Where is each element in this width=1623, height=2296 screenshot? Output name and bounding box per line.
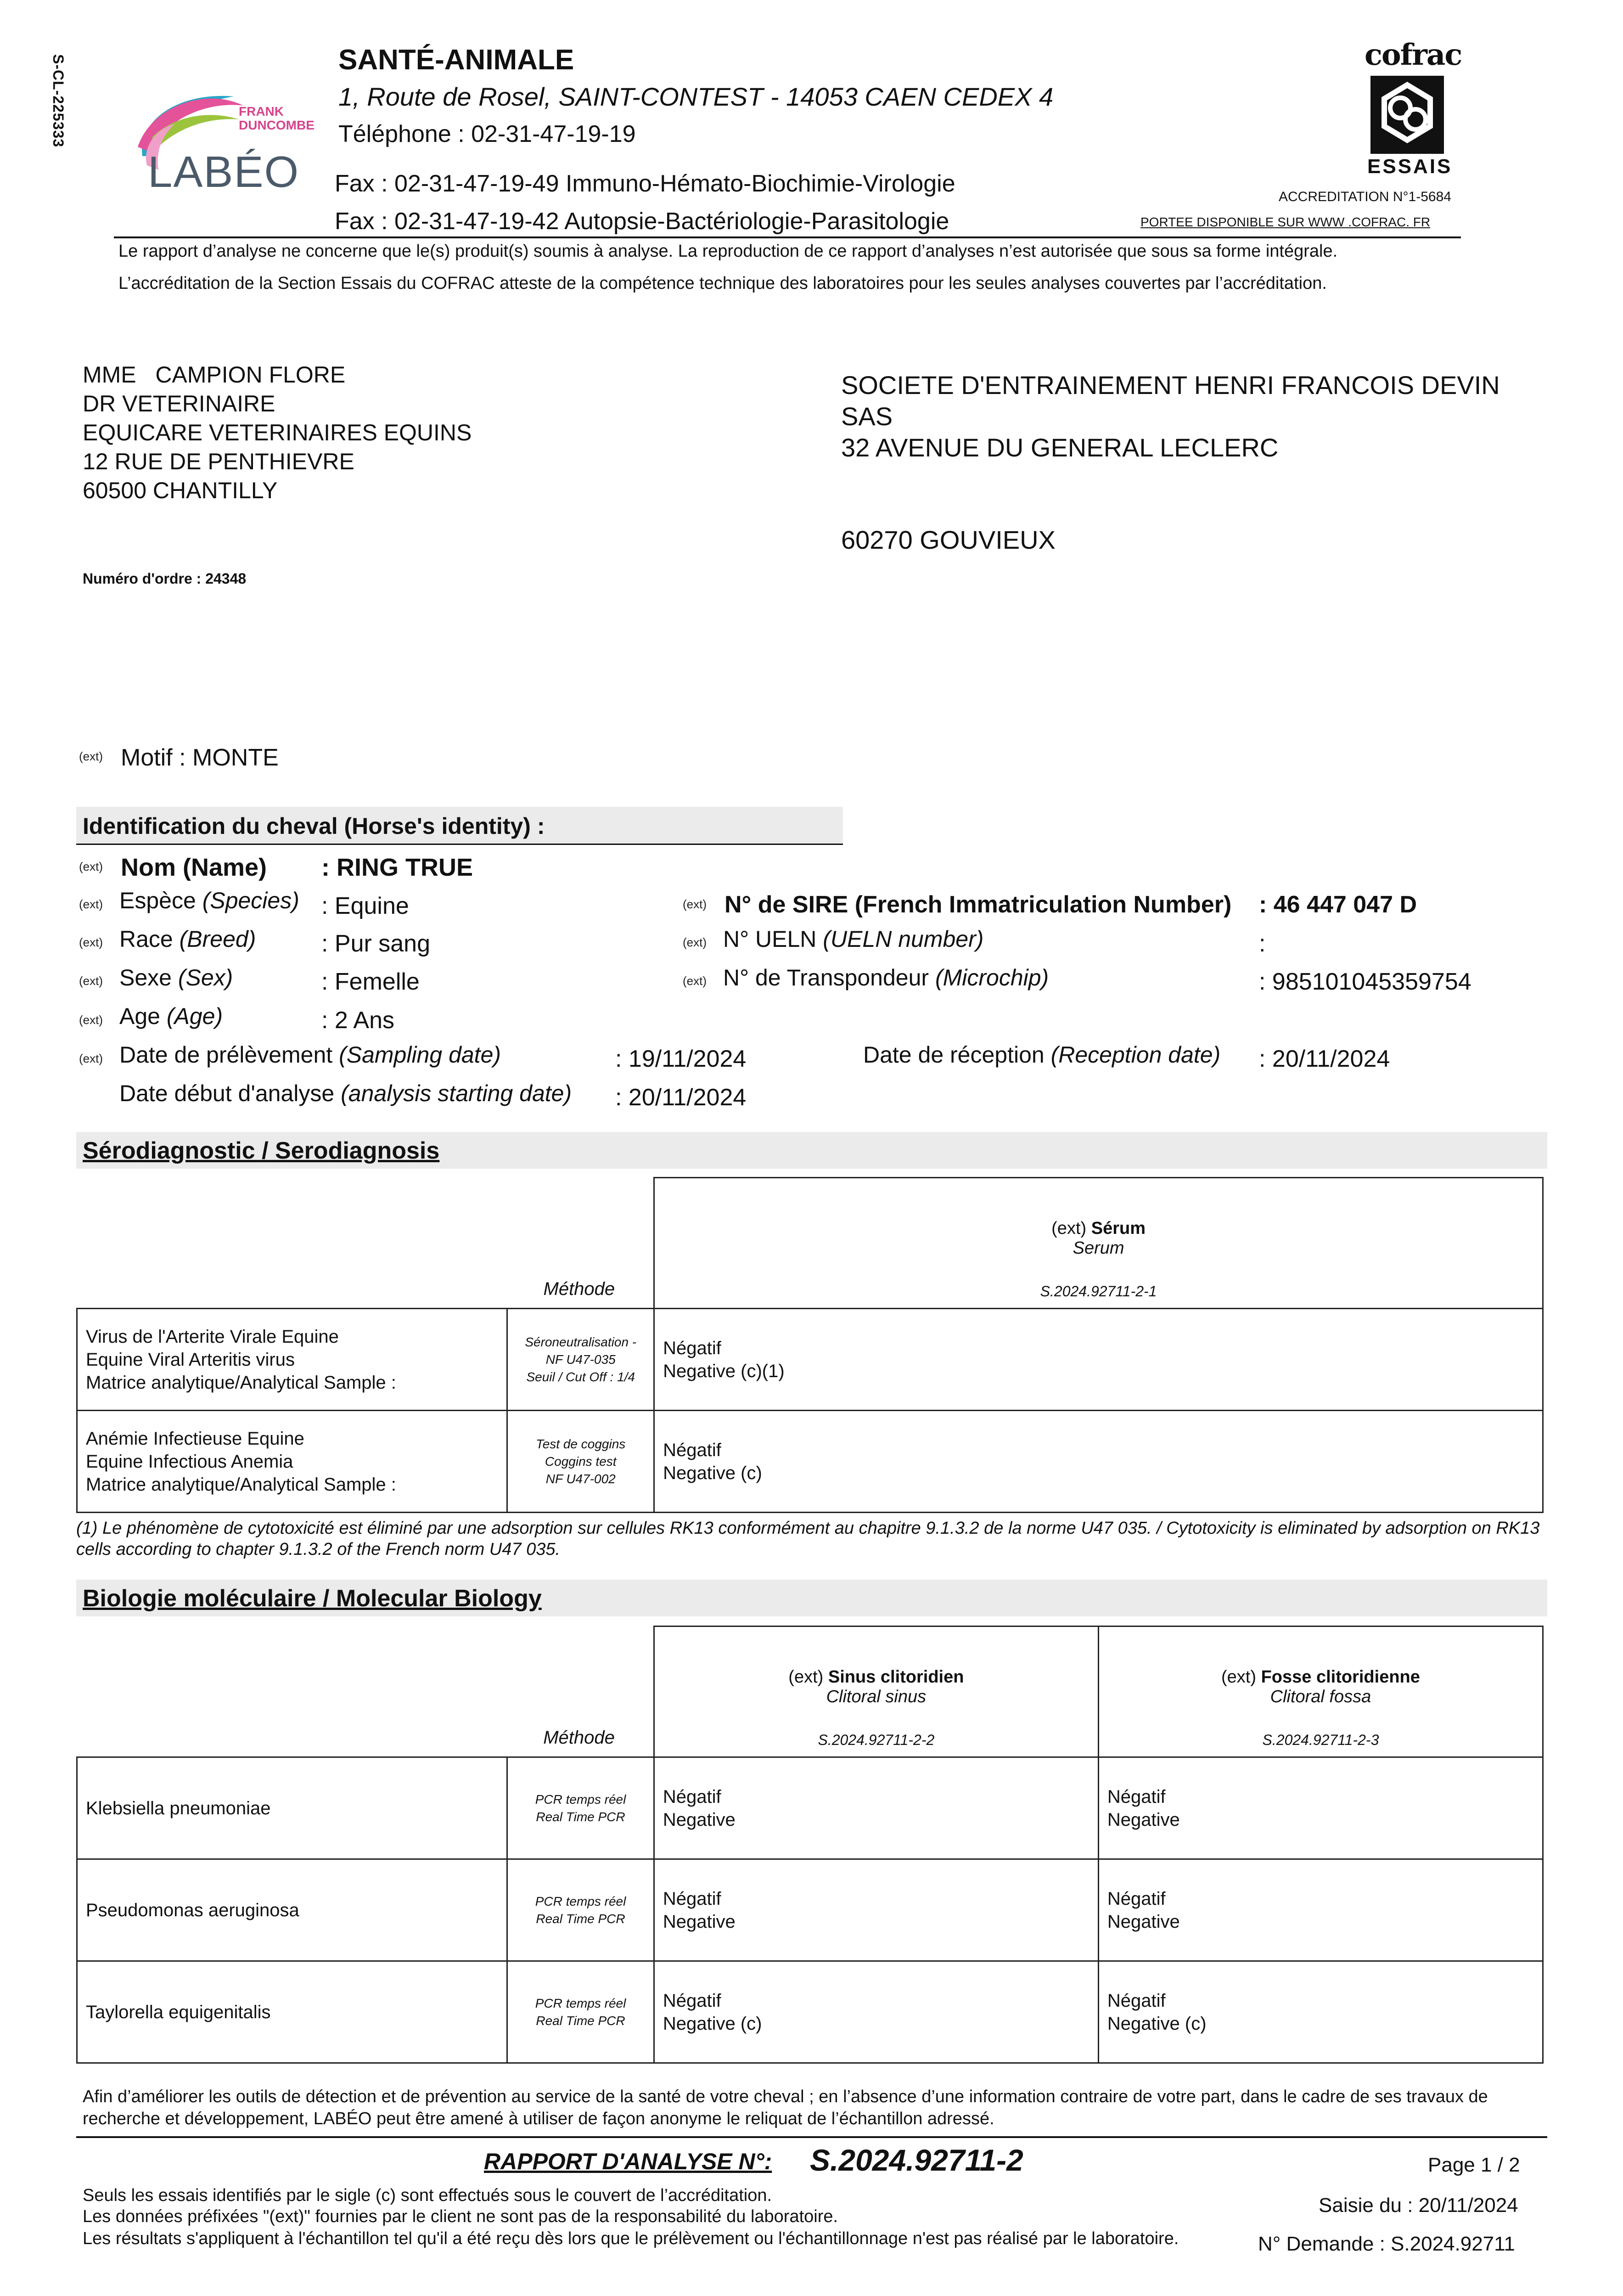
method-line: NF U47-035: [545, 1352, 616, 1367]
disclaimer-line-1: Le rapport d’analyse ne concerne que le(s) produit(s) soumis à analyse. La reproduction de ce rapport d’analyses n’est autorisée que sous sa forme intégrale.: [118, 242, 1338, 261]
analysis-start-label-fr: Date début d'analyse: [119, 1080, 335, 1106]
result-en: Negative (c): [663, 2013, 762, 2034]
method-line: Seuil / Cut Off : 1/4: [526, 1369, 635, 1384]
result-fr: Négatif: [1107, 1990, 1166, 2011]
age-label-fr: Age: [119, 1003, 160, 1029]
veterinarian-line: EQUICARE VETERINAIRES EQUINS: [83, 420, 472, 445]
result-fr: Négatif: [663, 1888, 721, 1909]
owner-city: 60270 GOUVIEUX: [841, 525, 1056, 554]
table-row: [77, 1961, 1543, 2063]
cofrac-brand: cofrac: [1365, 38, 1462, 72]
lab-address: 1, Route de Rosel, SAINT-CONTEST - 14053 CAEN CEDEX 4: [338, 82, 1054, 111]
sex-label: [119, 964, 233, 991]
method-line: Real Time PCR: [536, 2013, 625, 2028]
sero-footnote: (1) Le phénomène de cytotoxicité est éliminé par une adsorption sur cellules RK13 conformément au chapitre 9.1.3.2 de la norme U47 035. / Cytotoxicity is eliminated by adsorption on RK13 cells according to chapter 9.1.3.2 of the French norm U47 035.: [76, 1519, 1540, 1559]
ext-tag: (ext): [683, 897, 707, 911]
owner-line: SOCIETE D'ENTRAINEMENT HENRI FRANCOIS DEVIN: [841, 371, 1500, 400]
breed-label-fr: Race: [119, 926, 173, 952]
transponder-label-en: (Microchip): [935, 965, 1049, 990]
analyte-matrix: Matrice analytique/Analytical Sample :: [86, 1474, 396, 1495]
clitoral-fossa-column-header: [1098, 1626, 1543, 1757]
clitoral-sinus-column-header: [654, 1626, 1098, 1757]
transponder-label: [723, 964, 1049, 991]
method-cell: [507, 1859, 654, 1961]
sex-label-fr: Sexe: [119, 965, 172, 990]
reception-date-label-fr: Date de réception: [863, 1042, 1045, 1068]
result-cell: [654, 1411, 1543, 1513]
result-cell: [654, 1309, 1543, 1411]
lab-fax-2: Fax : 02-31-47-19-42 Autopsie-Bactériologie-Parasitologie: [335, 208, 949, 235]
header-rule: [114, 236, 1461, 238]
clitoral-fossa-name-en: Clitoral fossa: [1270, 1687, 1371, 1706]
sampling-date-label-fr: Date de prélèvement: [119, 1042, 333, 1068]
analysis-start-label: [119, 1080, 572, 1107]
veterinarian-line: DR VETERINAIRE: [83, 391, 275, 416]
page-number: Page 1 / 2: [1428, 2154, 1520, 2176]
transponder-value: : 985101045359754: [1259, 968, 1471, 995]
breed-label-en: (Breed): [179, 926, 256, 952]
sampling-date-value: : 19/11/2024: [615, 1046, 747, 1072]
saisie-date: Saisie du : 20/11/2024: [1319, 2194, 1518, 2217]
method-line: Test de coggins: [536, 1436, 626, 1451]
result-en: Negative: [1107, 1809, 1180, 1830]
ueln-label: [723, 926, 983, 952]
clitoral-sinus-name: Sinus clitoridien: [828, 1667, 964, 1687]
sire-value: : 46 447 047 D: [1259, 891, 1417, 918]
clitoral-sinus-name-en: Clitoral sinus: [826, 1687, 927, 1706]
method-cell: [507, 1309, 654, 1411]
owner-line: 32 AVENUE DU GENERAL LECLERC: [841, 433, 1279, 462]
method-line: PCR temps réel: [535, 1894, 626, 1908]
method-cell: [507, 1961, 654, 2063]
ext-tag: (ext): [79, 860, 103, 873]
cofrac-portee: PORTEE DISPONIBLE SUR WWW .COFRAC. FR: [1140, 215, 1431, 229]
order-number: Numéro d'ordre : 24348: [83, 570, 247, 587]
molbio-method-header-cell: [77, 1626, 654, 1757]
report-number-label: RAPPORT D'ANALYSE N°:: [484, 2149, 772, 2174]
report-number: S.2024.92711-2: [810, 2143, 1023, 2177]
breed-label: [119, 926, 256, 952]
species-value: : Equine: [321, 893, 409, 919]
cofrac-emblem-icon: [1370, 76, 1444, 154]
lab-fax-1: Fax : 02-31-47-19-49 Immuno-Hémato-Biochimie-Virologie: [335, 170, 955, 197]
result-cell: [654, 1859, 1098, 1961]
labeo-logo-brand: FRANK DUNCOMBE: [239, 104, 314, 132]
age-value: : 2 Ans: [321, 1007, 394, 1034]
method-line: Séroneutralisation -: [525, 1334, 637, 1349]
ext-tag: (ext): [683, 935, 707, 949]
table-row: [77, 1411, 1543, 1513]
analyte-name: Anémie Infectieuse Equine: [86, 1428, 304, 1449]
table-row: [77, 1309, 1543, 1411]
disclaimer-line-2: L’accréditation de la Section Essais du COFRAC atteste de la compétence technique des laboratoires pour les seules analyses couvertes par l’accréditation.: [118, 274, 1327, 293]
side-document-code: S-CL-225333: [50, 54, 67, 148]
result-fr: Négatif: [1107, 1888, 1166, 1909]
ext-tag: (ext): [79, 1052, 103, 1065]
owner-address: [841, 370, 1500, 463]
method-cell: [507, 1411, 654, 1513]
cofrac-accreditation: ACCREDITATION N°1-5684: [1279, 189, 1451, 204]
analyte-name: Taylorella equigenitalis: [77, 1961, 507, 2063]
species-label: [119, 887, 299, 914]
ext-tag: (ext): [1221, 1667, 1257, 1687]
sero-title: Sérodiagnostic / Serodiagnosis: [83, 1137, 440, 1164]
reception-date-label: [863, 1041, 1220, 1068]
analyte-name: Pseudomonas aeruginosa: [77, 1859, 507, 1961]
method-line: Real Time PCR: [536, 1911, 625, 1926]
transponder-label-fr: N° de Transpondeur: [723, 965, 929, 990]
demande-number: N° Demande : S.2024.92711: [1258, 2233, 1515, 2255]
result-cell: [1098, 1859, 1543, 1961]
table-row: [77, 1757, 1543, 1859]
sampling-date-label: [119, 1041, 501, 1068]
result-fr: Négatif: [663, 1338, 721, 1358]
result-fr: Négatif: [1107, 1786, 1166, 1807]
labeo-logo-name: LABÉO: [148, 147, 300, 197]
sero-method-header: Méthode: [543, 1279, 615, 1299]
footer-note-2: Les données préfixées "(ext)" fournies par le client ne sont pas de la responsabilité du laboratoire.: [83, 2207, 838, 2226]
species-label-fr: Espèce: [119, 888, 196, 913]
age-label-en: (Age): [166, 1003, 223, 1029]
cofrac-label: ESSAIS: [1367, 155, 1453, 178]
reception-date-label-en: (Reception date): [1050, 1042, 1221, 1068]
sero-serum-column-header: [654, 1178, 1543, 1309]
analysis-start-value: : 20/11/2024: [615, 1084, 747, 1111]
footer-note-1: Seuls les essais identifiés par le sigle (c) sont effectués sous le couvert de l’accréditation.: [83, 2186, 772, 2205]
ext-tag: (ext): [79, 749, 103, 763]
species-label-en: (Species): [202, 888, 299, 913]
method-line: Real Time PCR: [536, 1809, 625, 1824]
lab-phone: Téléphone : 02-31-47-19-19: [338, 121, 636, 147]
result-en: Negative (c)(1): [663, 1361, 785, 1381]
molbio-table: [76, 1626, 1544, 2064]
analyte-name: Virus de l'Arterite Virale Equine: [86, 1326, 339, 1347]
molbio-title: Biologie moléculaire / Molecular Biology: [83, 1585, 542, 1612]
reception-date-value: : 20/11/2024: [1259, 1046, 1390, 1072]
result-cell: [654, 1757, 1098, 1859]
result-cell: [654, 1961, 1098, 2063]
serum-column-name: Sérum: [1091, 1218, 1146, 1238]
analyte-matrix: Matrice analytique/Analytical Sample :: [86, 1372, 396, 1393]
horse-name-value: : RING TRUE: [321, 854, 473, 881]
ext-tag: (ext): [1051, 1218, 1087, 1238]
clitoral-fossa-name: Fosse clitoridienne: [1261, 1667, 1420, 1687]
veterinarian-line: 12 RUE DE PENTHIEVRE: [83, 449, 354, 474]
result-cell: [1098, 1757, 1543, 1859]
result-cell: [1098, 1961, 1543, 2063]
sampling-date-label-en: (Sampling date): [339, 1042, 501, 1068]
method-line: PCR temps réel: [535, 1792, 626, 1806]
ext-tag: (ext): [788, 1667, 824, 1687]
result-fr: Négatif: [663, 1786, 721, 1807]
ueln-value: :: [1259, 930, 1266, 957]
analyte-name-en: Equine Viral Arteritis virus: [86, 1349, 295, 1370]
result-en: Negative (c): [1107, 2013, 1207, 2034]
result-fr: Négatif: [663, 1440, 721, 1460]
sero-table: [76, 1177, 1544, 1513]
clitoral-fossa-sample-id: S.2024.92711-2-3: [1262, 1731, 1379, 1748]
analysis-start-label-en: (analysis starting date): [341, 1080, 572, 1106]
molbio-method-header: Méthode: [543, 1728, 615, 1748]
owner-line: SAS: [841, 402, 893, 431]
veterinarian-address: [83, 360, 472, 505]
analyte-name-en: Equine Infectious Anemia: [86, 1451, 293, 1472]
identity-header-rule: [76, 844, 843, 845]
table-row: [77, 1859, 1543, 1961]
veterinarian-line: 60500 CHANTILLY: [83, 478, 278, 503]
result-en: Negative (c): [663, 1463, 762, 1483]
result-en: Negative: [1107, 1911, 1180, 1932]
sex-label-en: (Sex): [178, 965, 233, 990]
analyte-name: Klebsiella pneumoniae: [77, 1757, 507, 1859]
ext-tag: (ext): [79, 935, 103, 949]
identity-title: Identification du cheval (Horse's identity) :: [83, 813, 545, 839]
method-line: Coggins test: [545, 1454, 617, 1469]
ueln-label-fr: N° UELN: [723, 926, 817, 952]
result-en: Negative: [663, 1809, 736, 1830]
breed-value: : Pur sang: [321, 930, 431, 957]
ext-tag: (ext): [79, 974, 103, 988]
analyte-name-cell: [77, 1309, 507, 1411]
sero-method-header-cell: [77, 1178, 654, 1309]
lab-name: SANTÉ-ANIMALE: [338, 44, 574, 76]
method-line: PCR temps réel: [535, 1996, 626, 2010]
labeo-logo: [124, 78, 326, 197]
serum-sample-id: S.2024.92711-2-1: [1040, 1283, 1157, 1300]
analyte-name-cell: [77, 1411, 507, 1513]
motif: Motif : MONTE: [121, 744, 279, 771]
serum-column-name-en: Serum: [1073, 1238, 1124, 1258]
ext-tag: (ext): [79, 1013, 103, 1027]
sire-label: N° de SIRE (French Immatriculation Number): [724, 891, 1232, 918]
method-cell: [507, 1757, 654, 1859]
sex-value: : Femelle: [321, 968, 420, 995]
horse-name-label: Nom (Name): [121, 854, 267, 881]
age-label: [119, 1003, 223, 1030]
result-en: Negative: [663, 1911, 736, 1932]
ueln-label-en: (UELN number): [823, 926, 984, 952]
footer-note-3: Les résultats s'appliquent à l'échantillon tel qu'il a été reçu dès lors que le prélèvement ou l'échantillonnage n'est pas réalisé par le laboratoire.: [83, 2229, 1179, 2248]
veterinarian-line: MME CAMPION FLORE: [83, 362, 346, 388]
research-notice: Afin d’améliorer les outils de détection et de prévention au service de la santé de votre cheval ; en l’absence d’une information contraire de votre part, dans le cadre de ses travaux de recherche et développement, LABÉO peut être amené à utiliser de façon anonyme le reliquat de l’échantillon adressé.: [83, 2087, 1488, 2128]
result-fr: Négatif: [663, 1990, 721, 2011]
method-line: NF U47-002: [545, 1471, 616, 1486]
clitoral-sinus-sample-id: S.2024.92711-2-2: [818, 1731, 935, 1748]
footer-rule: [76, 2136, 1547, 2138]
ext-tag: (ext): [683, 974, 707, 988]
ext-tag: (ext): [79, 897, 103, 911]
